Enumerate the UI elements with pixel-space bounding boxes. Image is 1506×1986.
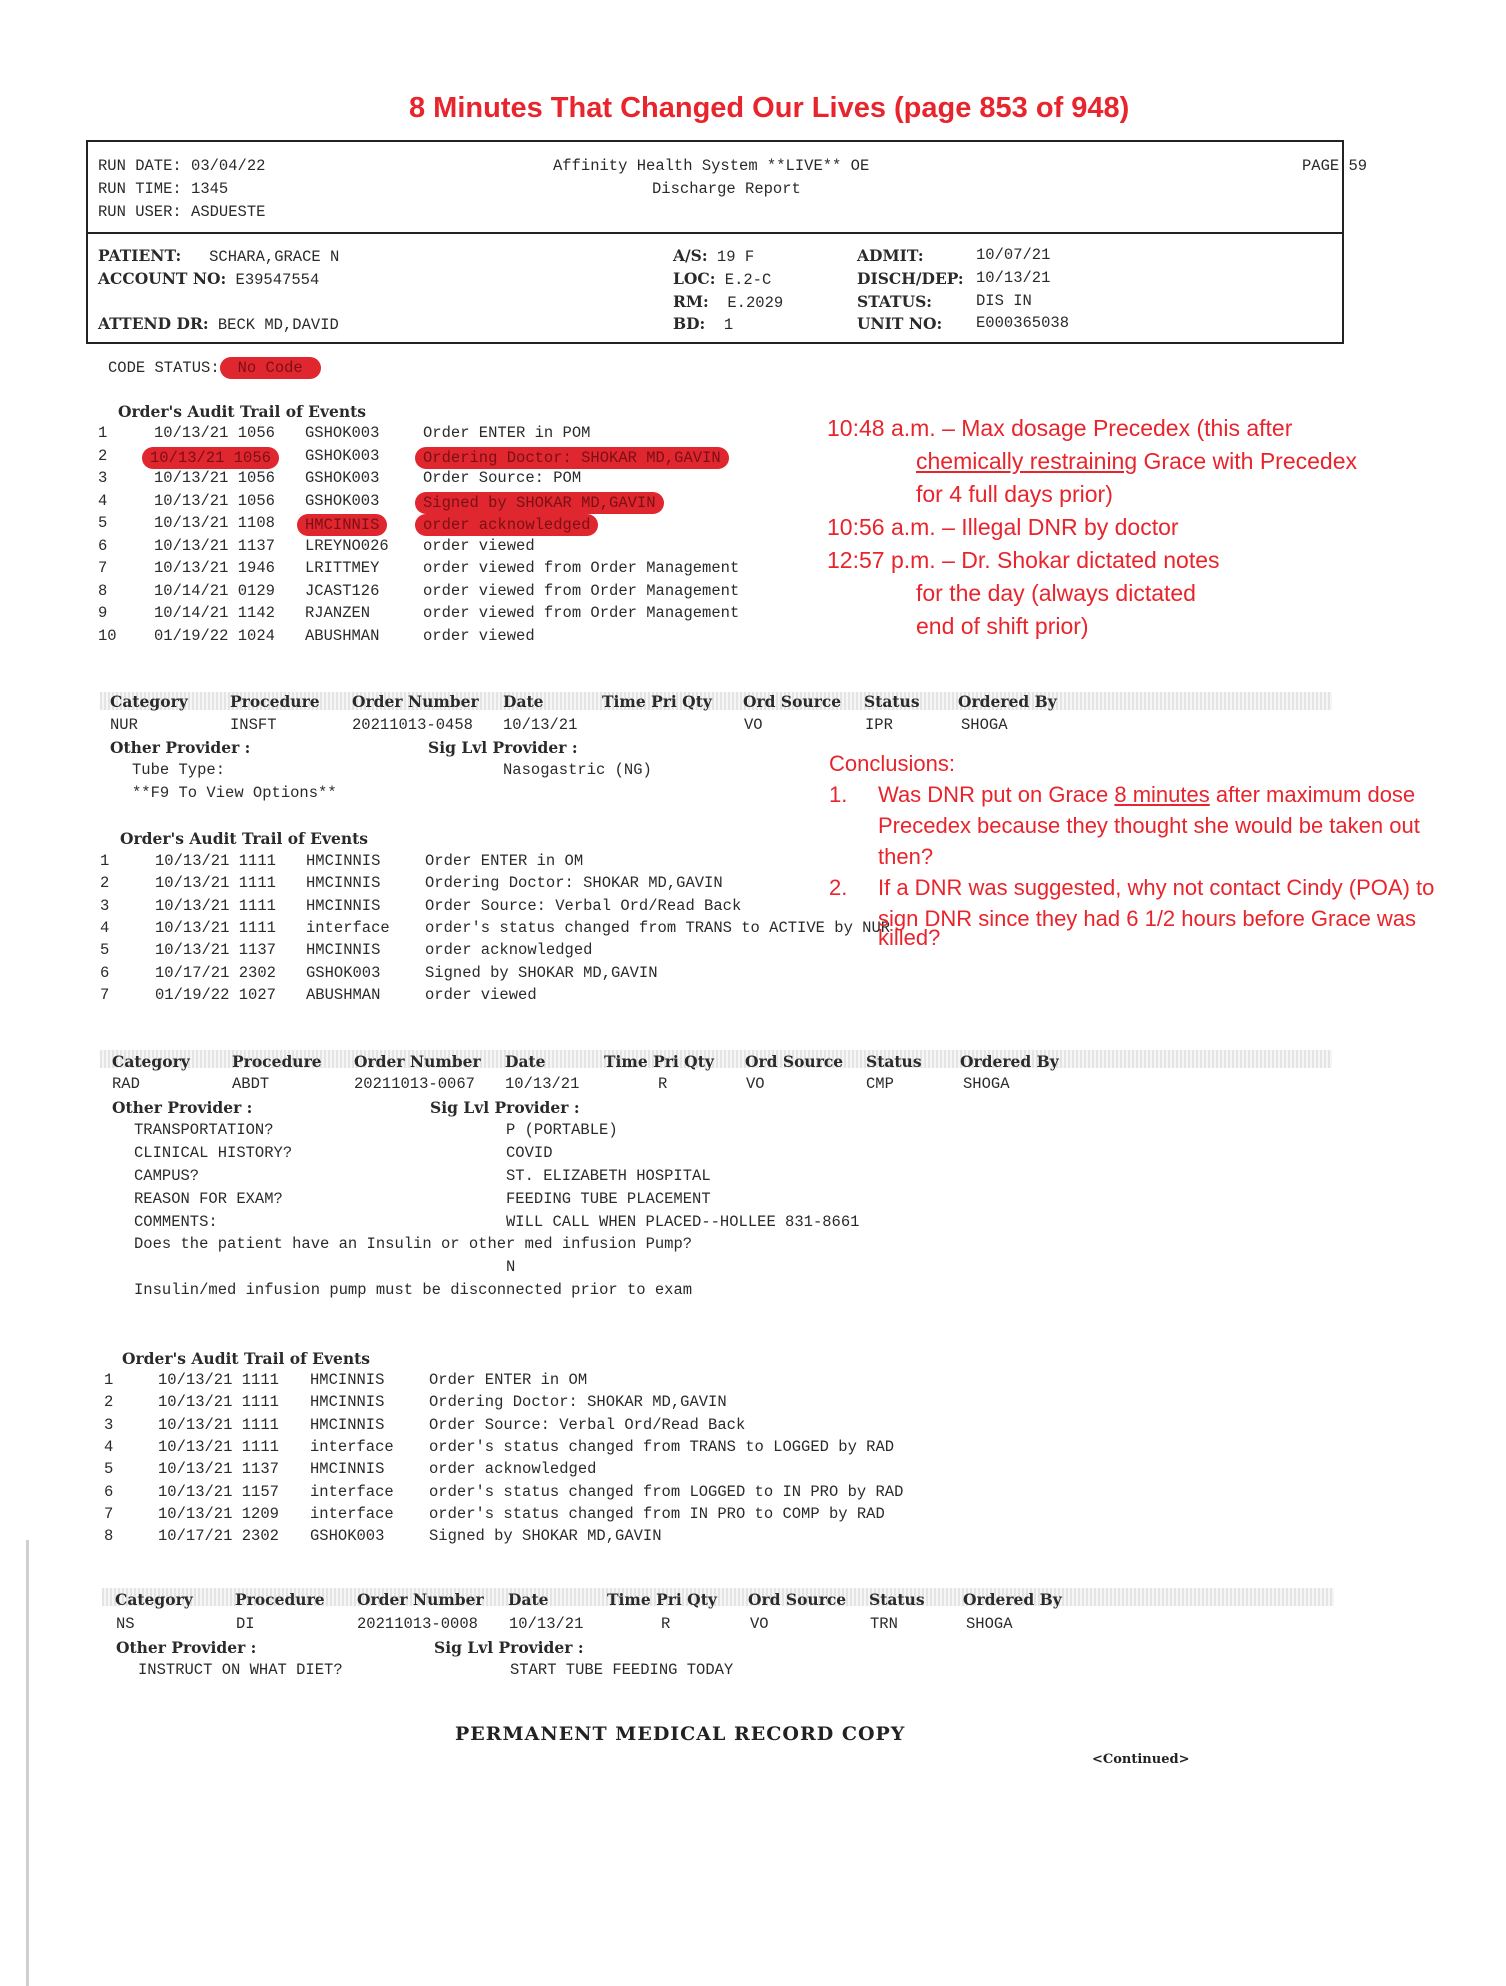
audit-row-datetime: 10/14/21 0129 — [154, 582, 275, 600]
run-user: RUN USER: ASDUESTE — [98, 203, 266, 221]
run-date: RUN DATE: 03/04/22 — [98, 157, 266, 175]
audit-trail-title-3: Order's Audit Trail of Events — [122, 1349, 371, 1368]
audit-row-event: order viewed — [425, 986, 537, 1004]
order2-date: 10/13/21 — [505, 1075, 580, 1093]
column-header-procedure: Procedure — [232, 1052, 322, 1071]
audit-row-datetime: 10/13/21 1137 — [158, 1460, 279, 1478]
column-header-status: Status — [864, 692, 920, 711]
note-line-2a: chemically restraining — [916, 448, 1138, 474]
audit-row-number: 8 — [98, 582, 108, 600]
rm-label: RM: — [673, 292, 709, 311]
audit-row-user: HMCINNIS — [310, 1371, 385, 1389]
rm-row — [673, 292, 783, 312]
audit-row-event: order's status changed from LOGGED to IN PRO by RAD — [429, 1483, 904, 1501]
note-line-5: 12:57 p.m. – Dr. Shokar dictated notes — [827, 547, 1220, 573]
unit-label: UNIT NO: — [857, 314, 943, 333]
audit-row-number: 2 — [98, 447, 108, 465]
column-header-ordered-by: Ordered By — [960, 1052, 1059, 1071]
order3-procedure: DI — [236, 1615, 255, 1633]
as-label: A/S: — [673, 246, 708, 265]
audit-row-number: 5 — [100, 941, 110, 959]
audit-row-number: 1 — [104, 1371, 114, 1389]
audit-row-event: Signed by SHOKAR MD,GAVIN — [429, 1527, 662, 1545]
note-line-4: 10:56 a.m. – Illegal DNR by doctor — [827, 514, 1179, 540]
audit-row-user: ABUSHMAN — [305, 627, 380, 645]
audit-row-event: Order Source: Verbal Ord/Read Back — [429, 1416, 746, 1434]
column-header-date: Date — [503, 692, 544, 711]
audit-row-datetime: 10/13/21 1111 — [155, 852, 276, 870]
order2-answer: FEEDING TUBE PLACEMENT — [506, 1190, 711, 1208]
order1-category: NUR — [110, 716, 138, 734]
order2-question: CAMPUS? — [134, 1167, 200, 1185]
audit-row-datetime: 10/13/21 1111 — [155, 874, 276, 892]
account-row — [98, 269, 319, 289]
continued-label: <Continued> — [1092, 1752, 1190, 1767]
audit-row-datetime: 10/17/21 2302 — [155, 964, 276, 982]
audit-row-event: Order ENTER in POM — [423, 424, 591, 442]
rm-value: E.2029 — [727, 294, 784, 312]
column-header-ord-source: Ord Source — [745, 1052, 844, 1071]
conclusion-1-line-2: Precedex because they thought she would be taken out — [878, 813, 1420, 838]
audit-row-user: GSHOK003 — [305, 469, 380, 487]
column-header-order-number: Order Number — [354, 1052, 481, 1071]
audit-row-number: 9 — [98, 604, 108, 622]
audit-row-event: Order Source: POM — [423, 469, 582, 487]
audit-row-user: interface — [306, 919, 390, 937]
audit-row-datetime: 10/13/21 1111 — [158, 1416, 279, 1434]
audit-row-datetime: 10/13/21 1056 — [154, 469, 275, 487]
audit-row-number: 4 — [100, 919, 110, 937]
order2-answer: COVID — [506, 1144, 553, 1162]
note-line-7: end of shift prior) — [916, 613, 1089, 639]
order1-date: 10/13/21 — [503, 716, 578, 734]
audit-row-datetime: 10/13/21 1111 — [158, 1438, 279, 1456]
order1-sig-lvl: Sig Lvl Provider : — [428, 738, 578, 757]
permanent-record-footer: PERMANENT MEDICAL RECORD COPY — [455, 1723, 906, 1745]
column-header-procedure: Procedure — [235, 1590, 325, 1609]
order2-procedure: ABDT — [232, 1075, 270, 1093]
bd-row — [673, 314, 733, 334]
audit-row-number: 1 — [100, 852, 110, 870]
conclusion-1-number: 1. — [829, 782, 848, 807]
column-header-date: Date — [505, 1052, 546, 1071]
note-line-3: for 4 full days prior) — [916, 481, 1113, 507]
unit-number: E000365038 — [976, 314, 1070, 332]
audit-row-user: GSHOK003 — [305, 447, 380, 465]
audit-row-event: order viewed from Order Management — [423, 604, 740, 622]
column-header-time-pri-qty: Time Pri Qty — [604, 1052, 714, 1071]
order2-question: CLINICAL HISTORY? — [134, 1144, 293, 1162]
code-status-value: No Code — [220, 357, 321, 379]
page-number: PAGE 59 — [1302, 157, 1368, 175]
annotation-note — [827, 412, 1357, 643]
admit-label: ADMIT: — [857, 246, 924, 265]
audit-row-event: order viewed — [423, 627, 535, 645]
audit-row-user: HMCINNIS — [310, 1460, 385, 1478]
conclusion-2-line-1: If a DNR was suggested, why not contact Cindy (POA) to — [878, 875, 1435, 900]
audit-row-user: LRITTMEY — [305, 559, 380, 577]
audit-row-event: order acknowledged — [425, 941, 593, 959]
audit-row-datetime: 10/13/21 1108 — [154, 514, 275, 532]
audit-row-datetime: 01/19/22 1024 — [154, 627, 275, 645]
audit-row-number: 6 — [104, 1483, 114, 1501]
conclusions-block — [829, 748, 1434, 953]
note-line-6: for the day (always dictated — [916, 580, 1196, 606]
order2-status: CMP — [866, 1075, 894, 1093]
audit-row-event: order acknowledged — [415, 514, 598, 536]
scan-edge-line — [26, 1540, 29, 1986]
note-line-2b: Grace with Precedex — [1137, 448, 1358, 474]
status-label: STATUS: — [857, 292, 933, 311]
audit-row-datetime: 10/14/21 1142 — [154, 604, 275, 622]
column-header-date: Date — [508, 1590, 549, 1609]
order3-question: INSTRUCT ON WHAT DIET? — [138, 1661, 343, 1679]
audit-row-event: Signed by SHOKAR MD,GAVIN — [425, 964, 658, 982]
bd-value: 1 — [723, 316, 734, 334]
order1-source: VO — [744, 716, 763, 734]
audit-row-event: order acknowledged — [429, 1460, 597, 1478]
audit-row-datetime: 10/13/21 1056 — [142, 447, 279, 469]
order3-priority: R — [661, 1615, 671, 1633]
audit-row-user: HMCINNIS — [306, 852, 381, 870]
audit-row-event: Ordering Doctor: SHOKAR MD,GAVIN — [429, 1393, 727, 1411]
audit-row-user: RJANZEN — [305, 604, 371, 622]
audit-row-number: 1 — [98, 424, 108, 442]
insulin-note: Insulin/med infusion pump must be disconnected prior to exam — [134, 1281, 693, 1299]
conclusion-2-line-3: killed? — [878, 925, 941, 950]
patient-row — [98, 246, 339, 266]
audit-row-user: ABUSHMAN — [306, 986, 381, 1004]
audit-row-event: order's status changed from TRANS to LOGGED by RAD — [429, 1438, 895, 1456]
column-header-order-number: Order Number — [357, 1590, 484, 1609]
audit-row-user: JCAST126 — [305, 582, 380, 600]
column-header-ord-source: Ord Source — [748, 1590, 847, 1609]
attend-doctor: BECK MD,DAVID — [217, 316, 339, 334]
conclusions-heading: Conclusions: — [829, 751, 955, 776]
audit-row-number: 10 — [98, 627, 117, 645]
as-value: 19 F — [716, 248, 755, 266]
order2-source: VO — [746, 1075, 765, 1093]
order2-question: TRANSPORTATION? — [134, 1121, 274, 1139]
audit-row-user: GSHOK003 — [310, 1527, 385, 1545]
audit-row-user: LREYNO026 — [305, 537, 389, 555]
column-header-ordered-by: Ordered By — [963, 1590, 1062, 1609]
admit-date: 10/07/21 — [976, 246, 1051, 264]
loc-label: LOC: — [673, 269, 716, 288]
order2-other-provider: Other Provider : — [112, 1098, 253, 1117]
audit-row-event: Signed by SHOKAR MD,GAVIN — [415, 492, 664, 514]
audit-row-event: Order Source: Verbal Ord/Read Back — [425, 897, 742, 915]
audit-row-number: 5 — [104, 1460, 114, 1478]
audit-row-user: HMCINNIS — [310, 1393, 385, 1411]
code-status-label: CODE STATUS: — [108, 359, 220, 377]
order2-sig-lvl: Sig Lvl Provider : — [430, 1098, 580, 1117]
account-number: E39547554 — [235, 271, 320, 289]
audit-row-number: 7 — [100, 986, 110, 1004]
account-label: ACCOUNT NO: — [98, 269, 227, 288]
audit-row-datetime: 10/13/21 1111 — [155, 897, 276, 915]
order3-sig-lvl: Sig Lvl Provider : — [434, 1638, 584, 1657]
audit-row-number: 6 — [98, 537, 108, 555]
run-time: RUN TIME: 1345 — [98, 180, 229, 198]
audit-row-user: HMCINNIS — [306, 941, 381, 959]
order2-question: REASON FOR EXAM? — [134, 1190, 283, 1208]
audit-row-datetime: 10/13/21 1056 — [154, 424, 275, 442]
audit-row-number: 2 — [100, 874, 110, 892]
order2-question: COMMENTS: — [134, 1213, 218, 1231]
audit-row-user: HMCINNIS — [310, 1416, 385, 1434]
audit-row-user: HMCINNIS — [306, 874, 381, 892]
as-row — [673, 246, 754, 266]
column-header-category: Category — [112, 1052, 190, 1071]
column-header-status: Status — [869, 1590, 925, 1609]
column-header-procedure: Procedure — [230, 692, 320, 711]
audit-row-event: Order ENTER in OM — [429, 1371, 588, 1389]
attend-label: ATTEND DR: — [98, 314, 209, 333]
loc-row — [673, 269, 771, 289]
audit-row-user: HMCINNIS — [306, 897, 381, 915]
conclusion-1 — [829, 779, 1434, 810]
audit-row-user: interface — [310, 1438, 394, 1456]
conclusion-1-line-3: then? — [878, 844, 934, 869]
conclusion-1-a: Was DNR put on Grace — [878, 782, 1115, 807]
order1-other-provider: Other Provider : — [110, 738, 251, 757]
order3-answer: START TUBE FEEDING TODAY — [510, 1661, 734, 1679]
audit-row-number: 7 — [104, 1505, 114, 1523]
order3-status: TRN — [870, 1615, 898, 1633]
order1-procedure: INSFT — [230, 716, 277, 734]
column-header-order-number: Order Number — [352, 692, 479, 711]
order2-priority: R — [658, 1075, 668, 1093]
column-header-category: Category — [110, 692, 188, 711]
column-header-time-pri-qty: Time Pri Qty — [602, 692, 712, 711]
order2-answer: WILL CALL WHEN PLACED--HOLLEE 831-8661 — [506, 1213, 860, 1231]
audit-row-number: 4 — [104, 1438, 114, 1456]
order3-category: NS — [116, 1615, 135, 1633]
status-value: DIS IN — [976, 292, 1032, 310]
order2-answer: ST. ELIZABETH HOSPITAL — [506, 1167, 711, 1185]
order1-status: IPR — [865, 716, 893, 734]
note-line-1: 10:48 a.m. – Max dosage Precedex (this after — [827, 415, 1293, 441]
audit-row-number: 6 — [100, 964, 110, 982]
audit-row-user: interface — [310, 1483, 394, 1501]
patient-label: PATIENT: — [98, 246, 182, 265]
audit-row-user: GSHOK003 — [305, 424, 380, 442]
audit-row-number: 3 — [100, 897, 110, 915]
loc-value: E.2-C — [724, 271, 772, 289]
order2-number: 20211013-0067 — [354, 1075, 475, 1093]
audit-row-number: 4 — [98, 492, 108, 510]
order3-source: VO — [750, 1615, 769, 1633]
order1-question: Tube Type: — [132, 761, 226, 779]
order3-other-provider: Other Provider : — [116, 1638, 257, 1657]
disch-date: 10/13/21 — [976, 269, 1051, 287]
order2-answer: P (PORTABLE) — [506, 1121, 618, 1139]
audit-row-event: order viewed — [423, 537, 535, 555]
insulin-question: Does the patient have an Insulin or other med infusion Pump? — [134, 1235, 693, 1253]
audit-row-datetime: 10/13/21 1137 — [155, 941, 276, 959]
audit-row-event: order's status changed from TRANS to ACTIVE by NUR — [425, 919, 891, 937]
order2-ordered-by: SHOGA — [963, 1075, 1010, 1093]
audit-trail-title-2: Order's Audit Trail of Events — [120, 829, 369, 848]
order3-number: 20211013-0008 — [357, 1615, 478, 1633]
audit-row-number: 2 — [104, 1393, 114, 1411]
audit-row-event: order viewed from Order Management — [423, 582, 740, 600]
audit-row-event: Order ENTER in OM — [425, 852, 584, 870]
insulin-answer: N — [506, 1258, 516, 1276]
audit-row-datetime: 01/19/22 1027 — [155, 986, 276, 1004]
column-header-ord-source: Ord Source — [743, 692, 842, 711]
report-name: Discharge Report — [652, 180, 801, 198]
order1-number: 20211013-0458 — [352, 716, 473, 734]
audit-row-event: Ordering Doctor: SHOKAR MD,GAVIN — [415, 447, 729, 469]
audit-row-number: 3 — [98, 469, 108, 487]
audit-row-datetime: 10/13/21 1209 — [158, 1505, 279, 1523]
column-header-status: Status — [866, 1052, 922, 1071]
audit-row-event: Ordering Doctor: SHOKAR MD,GAVIN — [425, 874, 723, 892]
audit-row-number: 8 — [104, 1527, 114, 1545]
column-header-time-pri-qty: Time Pri Qty — [607, 1590, 717, 1609]
audit-row-user: HMCINNIS — [297, 514, 387, 536]
order1-ordered-by: SHOGA — [961, 716, 1008, 734]
patient-name: SCHARA,GRACE N — [209, 248, 340, 266]
audit-row-datetime: 10/13/21 1111 — [155, 919, 276, 937]
order3-date: 10/13/21 — [509, 1615, 584, 1633]
audit-row-datetime: 10/13/21 1157 — [158, 1483, 279, 1501]
conclusion-1-c: after maximum dose — [1209, 782, 1416, 807]
order1-options: **F9 To View Options** — [132, 784, 337, 802]
audit-trail-title-1: Order's Audit Trail of Events — [118, 402, 367, 421]
audit-row-event: order viewed from Order Management — [423, 559, 740, 577]
audit-row-number: 3 — [104, 1416, 114, 1434]
order1-answer: Nasogastric (NG) — [503, 761, 652, 779]
order1-row — [110, 716, 138, 734]
audit-row-datetime: 10/13/21 1137 — [154, 537, 275, 555]
audit-row-datetime: 10/13/21 1111 — [158, 1371, 279, 1389]
order2-category: RAD — [112, 1075, 140, 1093]
audit-row-datetime: 10/13/21 1111 — [158, 1393, 279, 1411]
conclusion-2 — [829, 872, 1434, 903]
audit-row-datetime: 10/13/21 1946 — [154, 559, 275, 577]
order3-ordered-by: SHOGA — [966, 1615, 1013, 1633]
column-header-ordered-by: Ordered By — [958, 692, 1057, 711]
audit-row-user: interface — [310, 1505, 394, 1523]
conclusion-1-b: 8 minutes — [1114, 782, 1210, 807]
note-line-2 — [827, 445, 1357, 478]
code-status-row — [108, 359, 321, 377]
audit-row-datetime: 10/17/21 2302 — [158, 1527, 279, 1545]
audit-row-number: 7 — [98, 559, 108, 577]
audit-row-number: 5 — [98, 514, 108, 532]
audit-row-user: GSHOK003 — [305, 492, 380, 510]
audit-row-event: order's status changed from IN PRO to COMP by RAD — [429, 1505, 885, 1523]
disch-label: DISCH/DEP: — [857, 269, 964, 288]
column-header-category: Category — [115, 1590, 193, 1609]
bd-label: BD: — [673, 314, 706, 333]
conclusion-2-number: 2. — [829, 875, 848, 900]
attend-row — [98, 314, 339, 334]
audit-row-user: GSHOK003 — [306, 964, 381, 982]
audit-row-datetime: 10/13/21 1056 — [154, 492, 275, 510]
conclusion-2-line-2: sign DNR since they had 6 1/2 hours before Grace was — [878, 906, 1417, 931]
page-title: 8 Minutes That Changed Our Lives (page 853 of 948) — [409, 92, 1130, 124]
system-name: Affinity Health System **LIVE** OE — [553, 157, 870, 175]
